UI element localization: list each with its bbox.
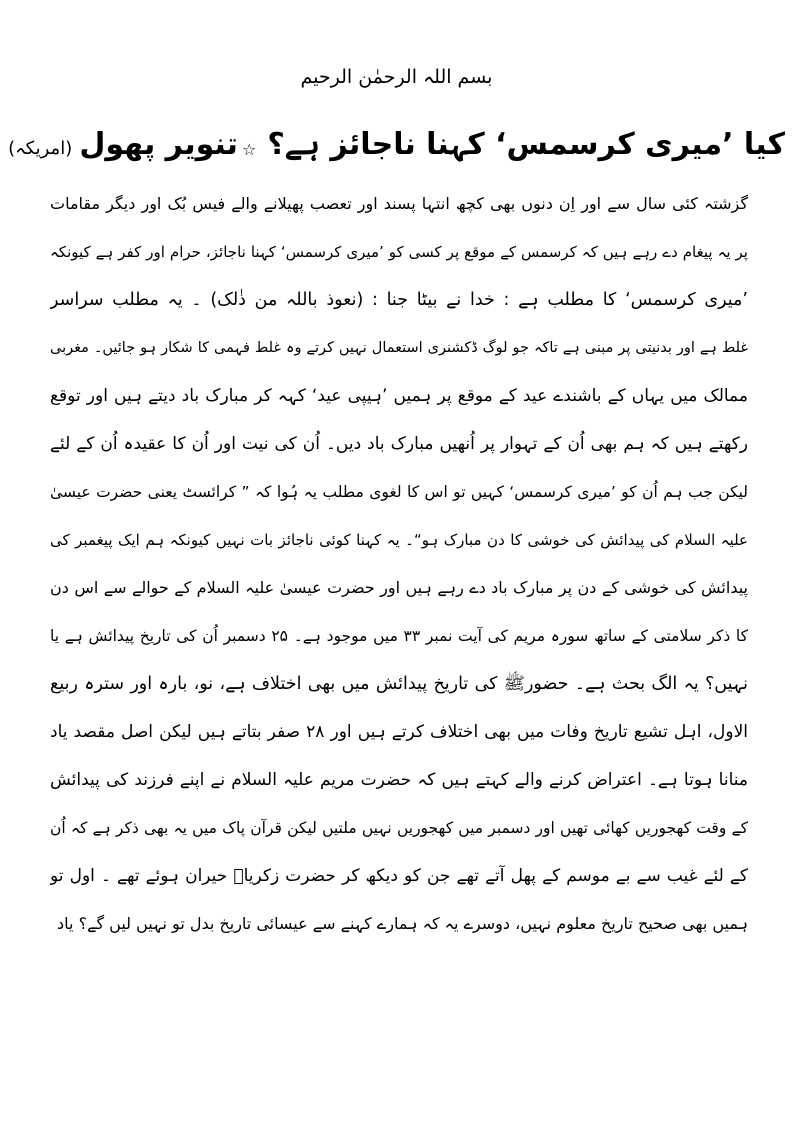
star-icon: ☆ (241, 140, 257, 159)
body-line: کا ذکر سلامتی کے ساتھ سورہ مریم کی آیت نمبر ۳۳ میں موجود ہے۔ ۲۵ دسمبر اُن کی تاریخ پیدائش ہے یا (50, 627, 748, 645)
body-line: غلط ہے اور بدنیتی پر مبنی ہے تاکہ جو لوگ ڈکشنری استعمال نہیں کرتے وہ غلط فہمی کا شکار ہو جائیں۔ مغربی (50, 340, 748, 356)
article-body (50, 180, 748, 948)
body-line: پیدائش کی خوشی کے دن پر مبارک باد دے رہے ہیں اور حضرت عیسیٰ علیہ السلام کے حوالے سے اس دن (50, 578, 748, 597)
body-line: پر یہ پیغام دے رہے ہیں کہ کرسمس کے موقع پر کسی کو ’میری کرسمس‘ کہنا ناجائز، حرام اور کفر ہے کیونکہ (50, 243, 748, 261)
body-line: علیہ السلام کی پیدائش کی خوشی کا دن مبارک ہو“۔ یہ کہنا کوئی ناجائز بات نہیں کیونکہ ہم ایک پیغمبر کی (50, 531, 748, 549)
body-line: نہیں؟ یہ الگ بحث ہے۔ حضورﷺ کی تاریخ پیدائش میں بھی اختلاف ہے، نو، بارہ اور سترہ ربیع (50, 674, 748, 694)
author-name: تنویر پھول (79, 127, 238, 162)
body-line: ’میری کرسمس‘ کا مطلب ہے : خدا نے بیٹا جنا : (نعوذ باللہ من ذٰلک) ۔ یہ مطلب سراسر (50, 290, 748, 310)
body-line: گزشتہ کئی سال سے اور اِن دنوں بھی کچھ انتہا پسند اور تعصب پھیلانے والے فیس بُک اور دیگر مقامات (50, 194, 748, 213)
author-location: (امریکہ) (8, 138, 73, 159)
article-title (0, 120, 793, 170)
body-line: کے لئے غیب سے بے موسم کے پھل آتے تھے جن کو دیکھ کر حضرت زکریاؑ حیران ہوئے تھے ۔ اول تو (50, 866, 748, 886)
body-line: کے وقت کھجوریں کھائی تھیں اور دسمبر میں کھجوریں نہیں ملتیں لیکن قرآن پاک میں یہ بھی ذکر ہے کہ اُن (50, 819, 748, 837)
title-main-text: کیا ’میری کرسمس‘ کہنا ناجائز ہے؟ (267, 127, 785, 162)
body-line: ہمیں بھی صحیح تاریخ معلوم نہیں، دوسرے یہ کہ ہمارے کہنے سے عیسائی تاریخ بدل تو نہیں لیں گے؟ یاد (57, 914, 748, 933)
body-line: رکھتے ہیں کہ ہم بھی اُن کے تہوار پر اُنھیں مبارک باد دیں۔ اُن کی نیت اور اُن کا عقیدہ اُن کے لئے (50, 434, 748, 454)
body-line: لیکن جب ہم اُن کو ’میری کرسمس‘ کہیں تو اس کا لغوی مطلب یہ ہُوا کہ ” کرائسٹ یعنی حضرت عیسیٰ (50, 483, 748, 501)
body-line: منانا ہوتا ہے۔ اعتراض کرنے والے کہتے ہیں کہ حضرت مریم علیہ السلام نے اپنے فرزند کی پیدائش (50, 770, 748, 790)
body-line: الاول، اہل تشیع تاریخ وفات میں بھی اختلاف کرتے ہیں اور ۲۸ صفر بتاتے ہیں لیکن اصل مقصد یاد (50, 722, 748, 742)
body-line: ممالک میں یہاں کے باشندے عید کے موقع پر ہمیں ’ہیپی عید‘ کہہ کر مبارک باد دیتے ہیں اور توقع (50, 386, 748, 406)
bismillah-heading: بسم اللہ الرحمٰن الرحیم (300, 66, 493, 88)
